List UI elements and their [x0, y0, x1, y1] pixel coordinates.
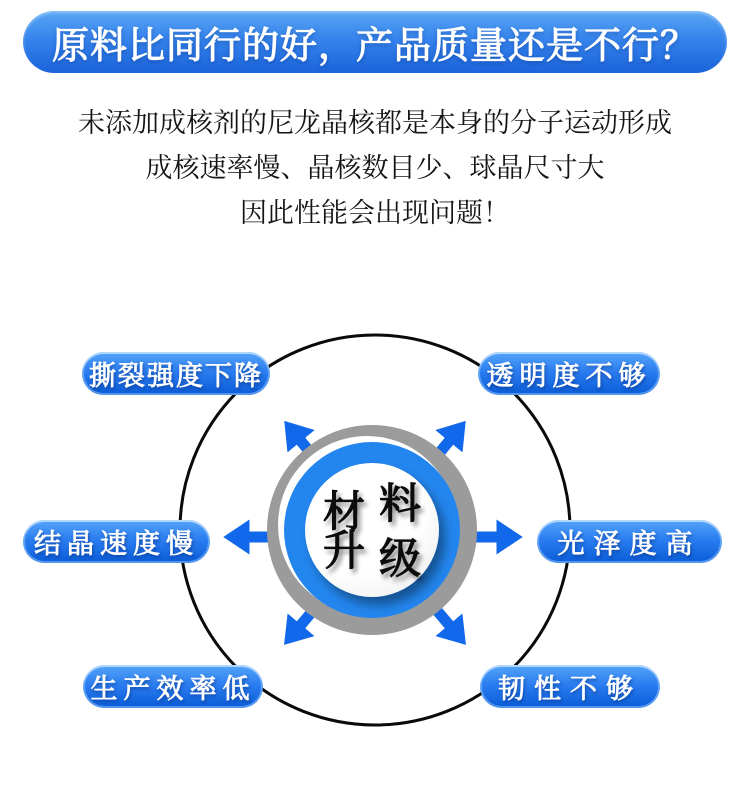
- problem-label-transparency: 透明度不够: [478, 352, 660, 395]
- hub-char-1: 材: [322, 487, 365, 535]
- center-hub: [267, 425, 477, 635]
- header-banner: [23, 11, 727, 73]
- header-title: 原料比同行的好，产品质量还是不行？: [52, 25, 698, 66]
- problem-diagram: [0, 330, 750, 791]
- problem-label-crystallization-speed: 结晶速度慢: [23, 520, 210, 563]
- problem-label-gloss: 光泽度高: [537, 520, 722, 563]
- problem-label-tear-strength: 撕裂强度下降: [82, 352, 270, 395]
- problem-label-production-efficiency: 生产效率低: [83, 665, 263, 708]
- problem-label-toughness: 韧性不够: [480, 665, 660, 708]
- hub-char-3: 升: [322, 526, 365, 574]
- intro-line-2: 成核速率慢、晶核数目少、球晶尺寸大: [145, 153, 605, 183]
- intro-paragraph: [0, 101, 750, 236]
- intro-line-1: 未添加成核剂的尼龙晶核都是本身的分子运动形成: [78, 108, 672, 138]
- hub-char-4: 级: [379, 534, 422, 582]
- hub-char-2: 料: [379, 479, 422, 527]
- hub-label: [267, 425, 477, 635]
- intro-line-3: 因此性能会出现问题！: [240, 198, 510, 228]
